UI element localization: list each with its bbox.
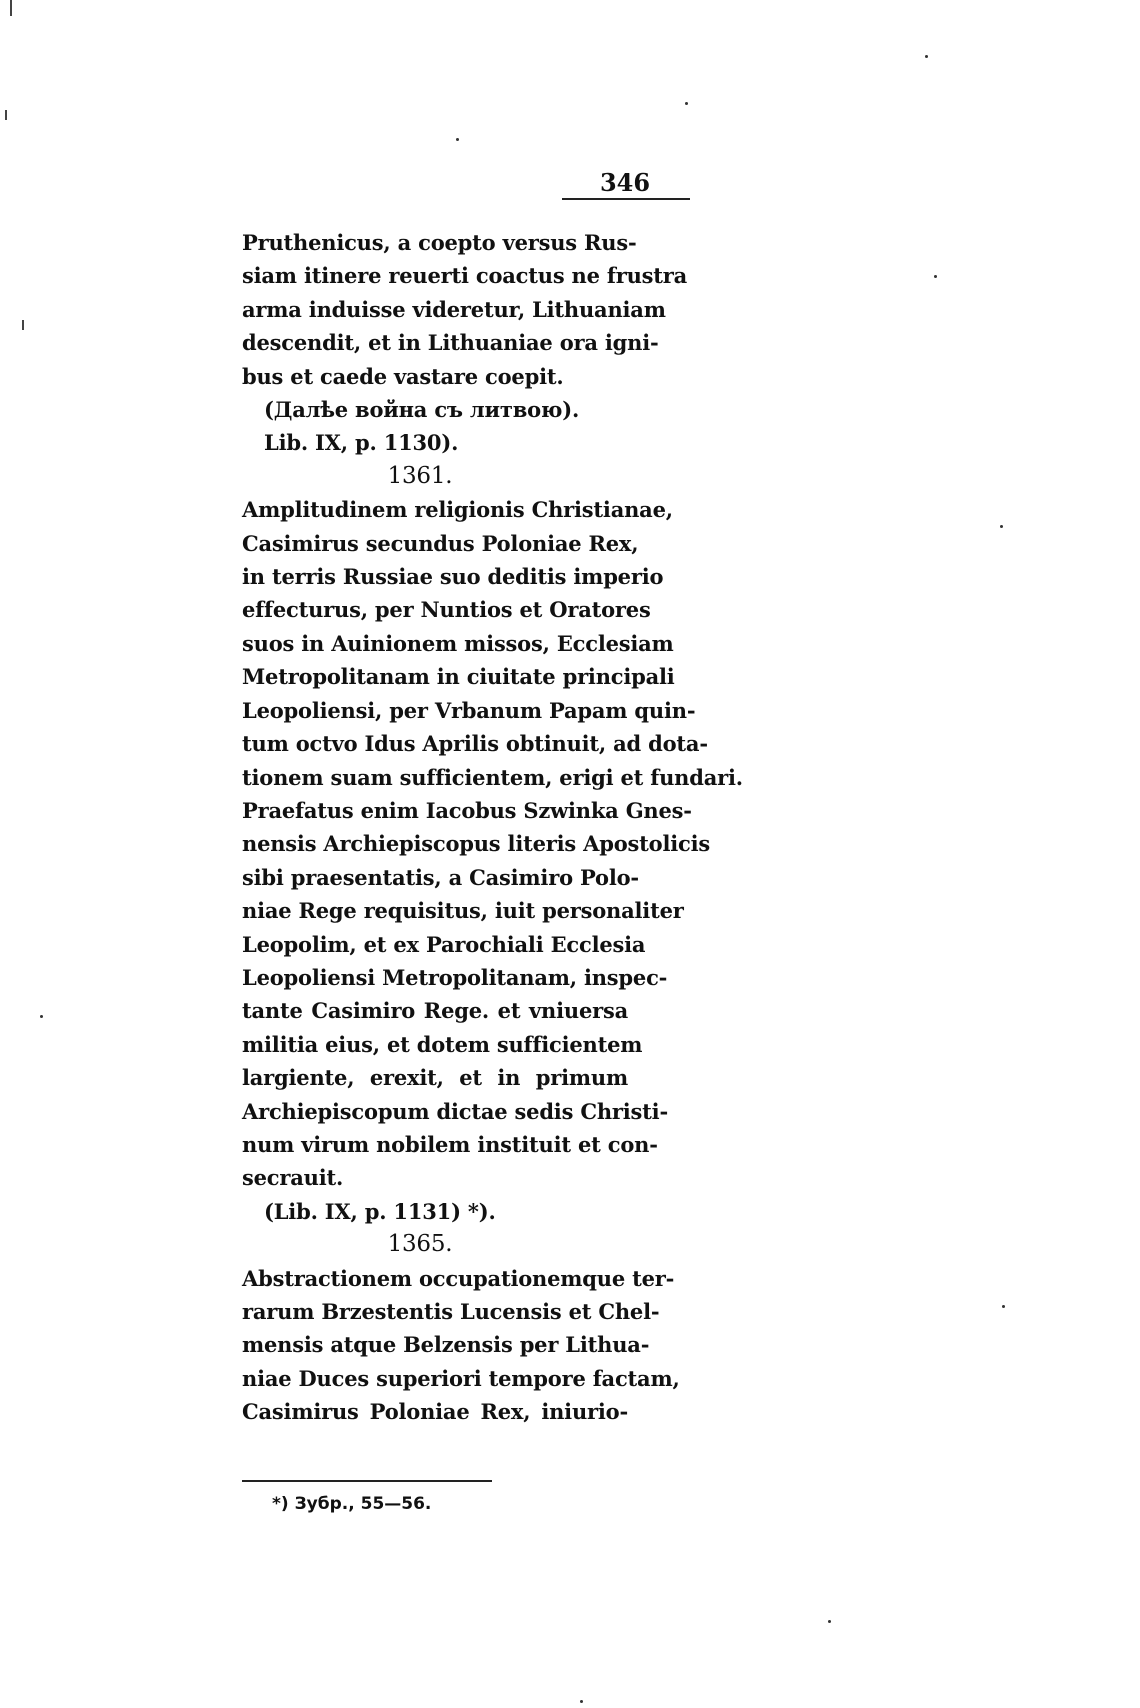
text-line: Pruthenicus, a coepto versus Rus- xyxy=(242,230,637,255)
text-line: tionem suam sufficientem, erigi et fundari. xyxy=(242,764,743,790)
text-line: descendit, et in Lithuaniae ora igni- xyxy=(242,330,659,356)
text-line: largiente, erexit, et in primum xyxy=(242,1065,628,1091)
scan-speck xyxy=(1000,525,1003,528)
year-heading: 1365. xyxy=(387,1231,453,1258)
page-number: 346 xyxy=(599,168,651,197)
text-line: Amplitudinem religionis Christianae, xyxy=(242,497,673,523)
text-line: tante Casimiro Rege. et vniuersa xyxy=(242,998,628,1024)
text-line: num virum nobilem instituit et con- xyxy=(242,1131,658,1157)
text-line: arma induisse videretur, Lithuaniam xyxy=(242,296,666,322)
text-line: Archiepiscopum dictae sedis Christi- xyxy=(242,1098,668,1124)
text-column xyxy=(242,226,743,1429)
text-line: siam itinere reuerti coactus ne frustra xyxy=(242,263,688,289)
scan-speck xyxy=(40,1015,43,1018)
text-line: niae Rege requisitus, iuit personaliter xyxy=(242,898,684,924)
scan-speck xyxy=(1002,1305,1005,1308)
text-line: Abstractionem occupationemque ter- xyxy=(242,1265,675,1291)
scan-speck xyxy=(685,102,688,105)
text-line: mensis atque Belzensis per Lithua- xyxy=(242,1332,650,1358)
text-line: Casimirus secundus Poloniae Rex, xyxy=(242,530,639,556)
text-line: niae Duces superiori tempore factam, xyxy=(242,1365,680,1391)
text-line: Praefatus enim Iacobus Szwinka Gnes- xyxy=(242,797,692,823)
text-line: sibi praesentatis, a Casimiro Polo- xyxy=(242,864,639,890)
text-line: militia eius, et dotem sufficientem xyxy=(242,1031,643,1057)
scan-speck xyxy=(925,55,928,58)
text-line: Leopolim, et ex Parochiali Ecclesia xyxy=(242,931,646,957)
footnote: *) Зубр., 55—56. xyxy=(272,1494,432,1514)
text-line: suos in Auinionem missos, Ecclesiam xyxy=(242,630,674,656)
text-line: bus et caede vastare coepit. xyxy=(242,363,564,389)
page-number-rule xyxy=(562,198,690,200)
text-line: tum octvo Idus Aprilis obtinuit, ad dota- xyxy=(242,731,708,757)
scan-mark xyxy=(5,110,7,120)
scan-mark xyxy=(22,320,24,330)
text-line: (Lib. IX, p. 1131) *). xyxy=(264,1198,496,1224)
scan-speck xyxy=(456,138,459,141)
footnote-rule xyxy=(242,1480,492,1482)
text-line: in terris Russiae suo deditis imperio xyxy=(242,564,664,590)
scan-speck xyxy=(828,1620,831,1623)
text-line: Lib. IX, p. 1130). xyxy=(264,430,459,456)
text-line: Leopoliensi, per Vrbanum Papam quin- xyxy=(242,697,696,723)
text-line: Leopoliensi Metropolitanam, inspec- xyxy=(242,964,668,990)
scan-speck xyxy=(580,1700,583,1703)
text-line: Metropolitanam in ciuitate principali xyxy=(242,664,675,690)
scan-mark xyxy=(10,0,12,16)
text-line: effecturus, per Nuntios et Oratores xyxy=(242,597,651,623)
text-line: rarum Brzestentis Lucensis et Chel- xyxy=(242,1299,660,1324)
text-line: (Далѣе война съ литвою). xyxy=(264,397,580,423)
text-line: nensis Archiepiscopus literis Apostolicis xyxy=(242,831,710,857)
year-heading: 1361. xyxy=(387,462,453,489)
scan-speck xyxy=(934,275,937,278)
text-line: Casimirus Poloniae Rex, iniurio- xyxy=(242,1399,628,1425)
text-line: secrauit. xyxy=(242,1165,344,1191)
